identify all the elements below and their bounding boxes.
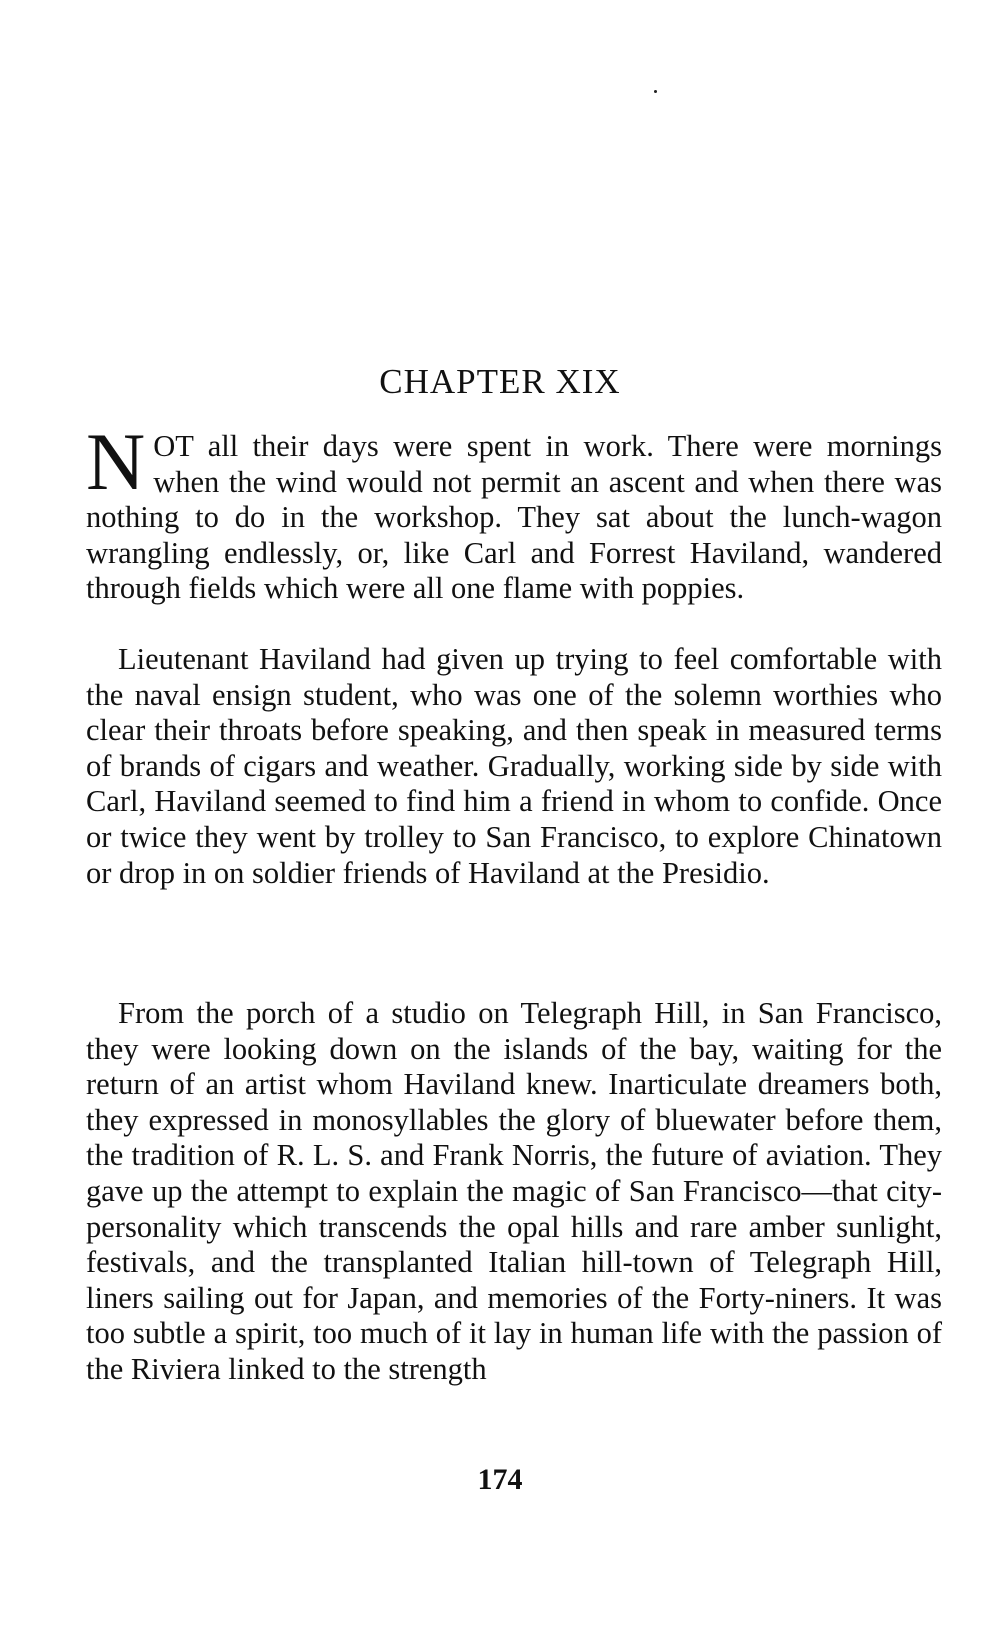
paragraph-3-text: From the porch of a studio on Telegraph Hill, in San Francisco, they were looking down on the islands of the bay, waiting for the return of an artist whom Haviland knew. Inarticulate dreamers both, they expressed in monosyllables the glory of bluewater before them, the tradition of R. L. S. and Frank Norris, the future of aviation. They gave up the attempt to explain the magic of San Francisco—that city-personality which transcends the opal hills and rare amber sunlight, festivals, and the transplanted Italian hill-town of Telegraph Hill, liners sailing out for Japan, and memories of the Forty-niners. It was too subtle a spirit, too much of it lay in human life with the passion of the Riviera linked to the strength <box>86 996 942 1386</box>
paragraph-2 <box>86 642 942 891</box>
drop-cap: N <box>86 416 146 507</box>
paragraph-3 <box>86 996 942 1388</box>
page-number: 174 <box>477 1463 523 1496</box>
paragraph-2-text: Lieutenant Haviland had given up trying to feel comfortable with the naval ensign student, who was one of the solemn worthies who clear their throats before speaking, and then speak in measured terms of brands of cigars and weather. Gradually, working side by side with Carl, Haviland seemed to find him a friend in whom to confide. Once or twice they went by trolley to San Francisco, to explore Chinatown or drop in on soldier friends of Haviland at the Presidio. <box>86 642 942 890</box>
paragraph-1 <box>86 416 942 607</box>
ink-speck <box>654 90 657 93</box>
chapter-heading: CHAPTER XIX <box>379 362 621 401</box>
paragraph-1-text: OT all their days were spent in work. There were mornings when the wind would not permit an ascent and when there was nothing to do in the workshop. They sat about the lunch-wagon wrangling endlessly, or, like Carl and Forrest Haviland, wandered through fields which were all one flame with poppies. <box>86 429 942 606</box>
